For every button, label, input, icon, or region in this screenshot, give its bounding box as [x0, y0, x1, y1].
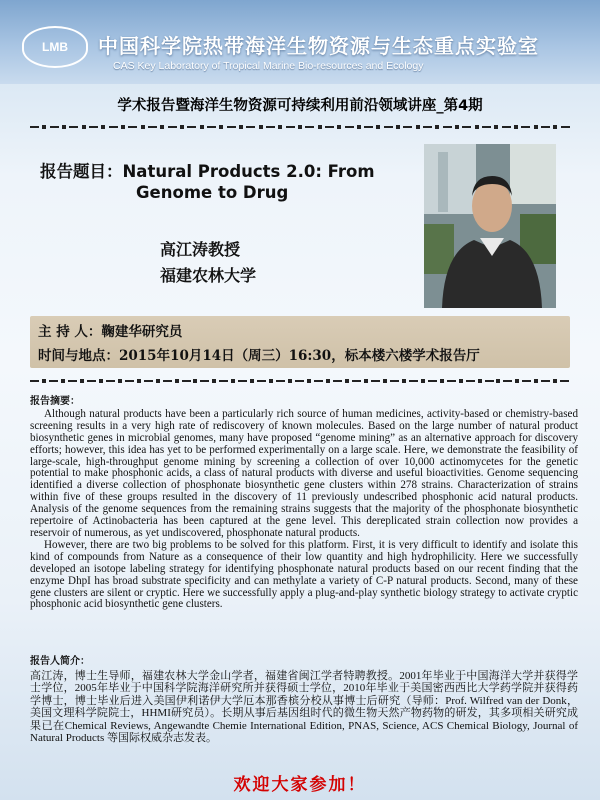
header-banner [0, 0, 600, 84]
speaker-name: 高江涛教授 [160, 240, 241, 259]
institution-name-cn: 中国科学院热带海洋生物资源与生态重点实验室 [98, 34, 539, 58]
host-line: 主 持 人：鞠建华研究员 [38, 324, 183, 340]
divider-middle [30, 378, 570, 384]
speaker-photo-illustration [424, 144, 556, 308]
welcome-banner: 欢迎大家参加！ [233, 775, 367, 795]
abstract-label: 报告摘要： [30, 396, 80, 407]
series-title: 学术报告暨海洋生物资源可持续利用前沿领域讲座_第4期 [117, 98, 483, 114]
abstract-paragraph-2: However, there are two big problems to be solved for this platform. First, it is very difficult to identify and isolate this kind of compounds from Nature as a consequence of their low quantity and high hydrophilicity. Here we successfully developed an isotope labeling strategy for identifying phosphonate natural products based on our recent finding that the enzyme DhpI has broad substrate specificity and can methylate a variety of C-P natural products. Second, many of these gene clusters are silent or cryptic. Here we successfully apply a plug-and-play synthetic biology strategy to activate cryptic phosphonic acid biosynthetic gene clusters. [30, 538, 578, 611]
logo-text: LMB [42, 40, 68, 54]
topic-label: 报告题目： [40, 162, 123, 181]
abstract-section [30, 396, 578, 611]
abstract-paragraph-1: Although natural products have been a particularly rich source of human medicines, activity-based or chemistry-based screening results in a very high rate of rediscovery of known molecules. Based on the large number of natural product biosynthetic genes in microbial genomes, many have proposed “genome mining” as an alternative approach for discovery efforts; however, this idea has yet to be performed experimentally on a large scale. Here, we demonstrate the feasibility of large-scale, high-throughput genome mining by screening a collection of over 10,000 actinomycetes for the genetic potential to make phosphonic acids, a class of natural products with diverse and useful bioactivities. Genome sequencing identified a diverse collection of phosphonate biosynthetic gene clusters within 278 strains. Characterization of strains within five of these groups resulted in the discovery of 11 previously undescribed phosphonic acid natural products. Analysis of the genome sequences from the remaining strains suggests that the majority of the phosphonate biosynthetic repertoire of Actinobacteria has been captured at the gene level. This dereplicated strain collection now provides a reservoir of numerous, as yet undiscovered, phosphonate natural products. [30, 407, 578, 539]
topic-title-line2: Genome to Drug [136, 183, 289, 202]
speaker-photo [424, 144, 556, 308]
institution-name-en: CAS Key Laboratory of Tropical Marine Bio-resources and Ecology [113, 60, 424, 72]
topic-heading [40, 160, 420, 184]
divider-top [30, 124, 570, 130]
bio-section [30, 656, 578, 745]
speaker-block [160, 237, 320, 289]
bio-label: 报告人简介： [30, 656, 90, 667]
speaker-affiliation: 福建农林大学 [160, 266, 257, 285]
institute-logo [22, 26, 88, 68]
bio-text: 高江涛，博士生导师，福建农林大学金山学者，福建省闽江学者特聘教授。2001年毕业于中国海洋大学并获得学士学位，2005年毕业于中国科学院海洋研究所并获得硕士学位，2010年毕业于美国密西西比大学药学院并获得药学博士，博士毕业后进入美国伊利诺伊大学厄本那香槟分校从事博士后研究（导师：Prof. Wilfred van der Donk，美国文理科学院院士，HHMI研究员）。长期从事后基因组时代的微生物天然产物药物的研发，其多项相关研究成果已在Chemical Reviews, Angewandte Chemie International Edition, PNAS, Science, ACS Chemical Biology, Journal of Natural Products 等国际权威杂志发表。 [30, 669, 578, 744]
time-place-line: 时间与地点：2015年10月14日（周三）16:30，标本楼六楼学术报告厅 [38, 348, 480, 364]
topic-title-line1: Natural Products 2.0: From [122, 162, 375, 181]
